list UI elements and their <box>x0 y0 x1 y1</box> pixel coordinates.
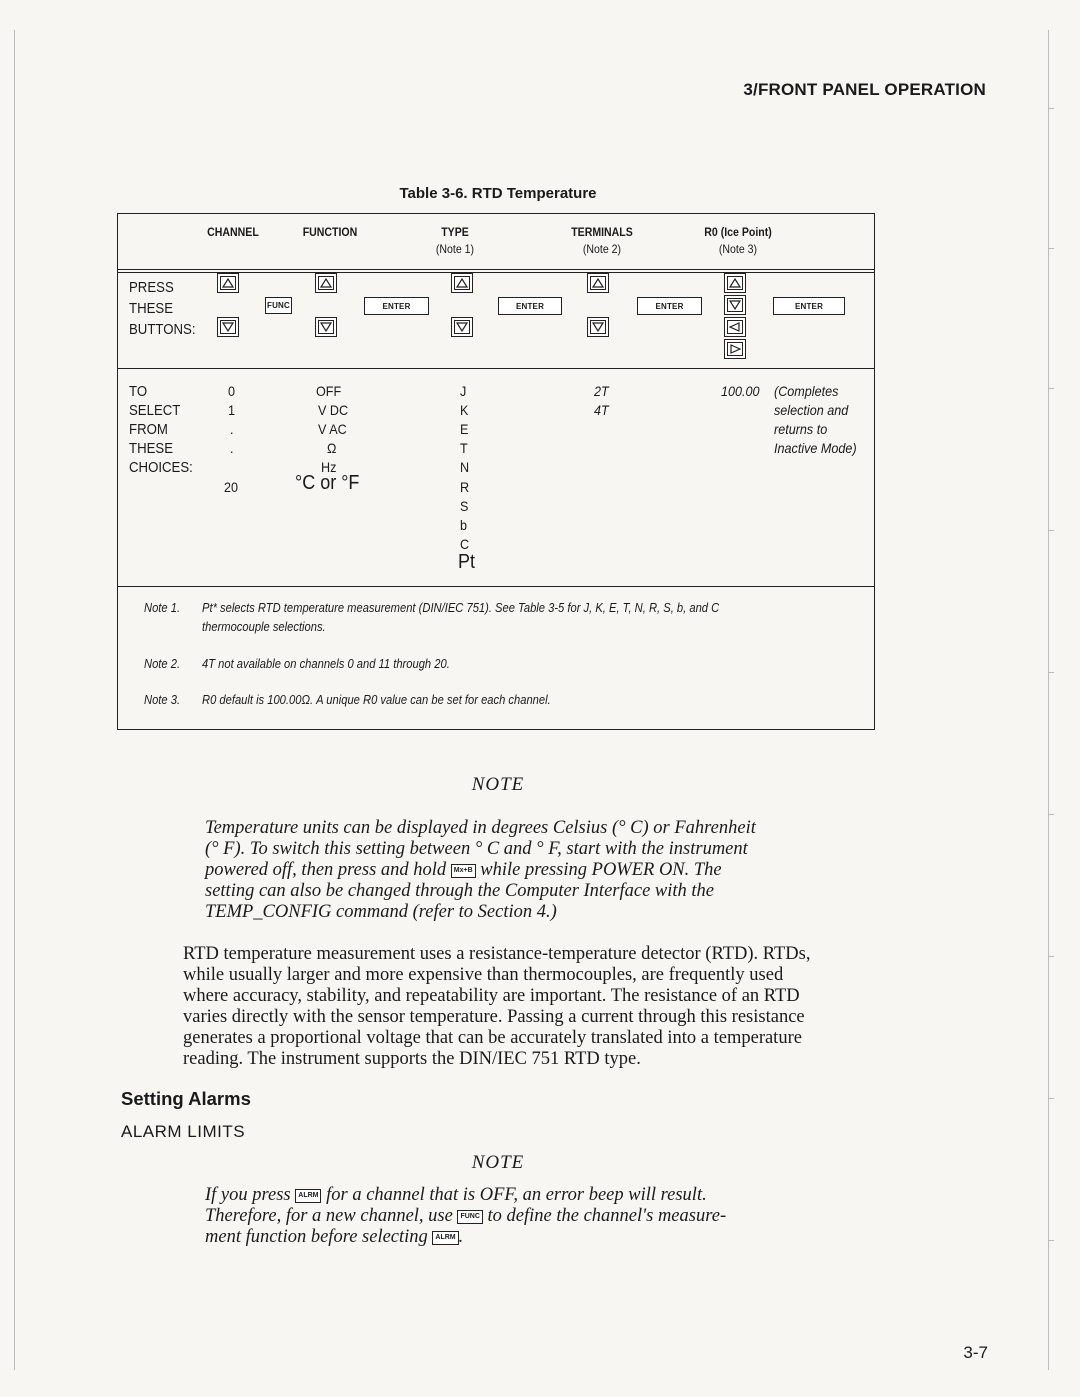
binding-tick <box>1048 672 1054 673</box>
note-line <box>205 1227 805 1248</box>
note-text: R0 default is 100.00Ω. A unique R0 value can be set for each channel. <box>202 692 551 707</box>
func-key[interactable]: FUNC <box>265 297 292 314</box>
body-line: RTD temperature measurement uses a resistance-temperature detector (RTD). RTDs, <box>183 944 811 964</box>
right-arrow-icon <box>729 344 741 354</box>
section-header: 3/FRONT PANEL OPERATION <box>743 80 986 99</box>
enter-key[interactable]: ENTER <box>637 297 702 315</box>
type-choice: E <box>460 421 469 437</box>
select-label: THESE <box>129 440 174 457</box>
col-r0-note: (Note 3) <box>718 242 758 256</box>
left-arrow-icon <box>729 322 741 332</box>
channel-choice: 1 <box>228 402 236 418</box>
note-label: Note 2. <box>144 656 181 671</box>
type-up-key[interactable] <box>451 273 473 293</box>
enter-key[interactable]: ENTER <box>364 297 429 315</box>
function-choice: Ω <box>327 440 337 456</box>
col-function: FUNCTION <box>302 225 358 239</box>
table-divider <box>118 269 874 270</box>
function-choice: V AC <box>318 421 347 437</box>
note-label: Note 3. <box>144 692 181 707</box>
function-choice: °C or °F <box>295 472 360 494</box>
right-binding-edge <box>1048 30 1049 1370</box>
type-choice: S <box>460 498 469 514</box>
binding-tick <box>1048 388 1054 389</box>
select-label: FROM <box>129 421 168 438</box>
press-label: THESE <box>129 300 174 317</box>
body-line: reading. The instrument supports the DIN/IEC 751 RTD type. <box>183 1049 641 1069</box>
note-text: for a channel that is OFF, an error beep will result. <box>326 1185 707 1205</box>
press-label: BUTTONS: <box>129 321 196 338</box>
r0-comment: (Completes <box>774 383 839 399</box>
note-text: thermocouple selections. <box>202 619 326 634</box>
up-arrow-icon <box>729 278 741 288</box>
binding-tick <box>1048 1098 1054 1099</box>
binding-tick <box>1048 248 1054 249</box>
note-text: to define the channel's measure- <box>487 1206 727 1226</box>
note-line-b: while pressing POWER ON. The <box>480 860 722 880</box>
note-text: ment function before selecting <box>205 1227 428 1247</box>
r0-value: 100.00 <box>721 383 760 399</box>
rtd-table <box>117 213 875 730</box>
function-choice: OFF <box>316 383 342 399</box>
table-title: Table 3-6. RTD Temperature <box>399 185 597 202</box>
body-line: while usually larger and more expensive than thermocouples, are frequently used <box>183 965 784 985</box>
r0-right-key[interactable] <box>724 339 746 359</box>
alarm-key[interactable]: ALRM <box>295 1189 321 1203</box>
up-arrow-icon <box>456 278 468 288</box>
body-line: where accuracy, stability, and repeatability are important. The resistance of an RTD <box>183 986 800 1006</box>
r0-down-key[interactable] <box>724 295 746 315</box>
note-paragraph <box>205 818 789 923</box>
col-terminals-note: (Note 2) <box>582 242 622 256</box>
note-line-a: powered off, then press and hold <box>205 860 447 880</box>
type-choice: K <box>460 402 469 418</box>
note-line <box>205 860 789 881</box>
terminals-up-key[interactable] <box>587 273 609 293</box>
binding-tick <box>1048 956 1054 957</box>
type-choice: R <box>460 479 470 495</box>
note-text: 4T not available on channels 0 and 11 through 20. <box>202 656 450 671</box>
down-arrow-icon <box>592 322 604 332</box>
function-choice: V DC <box>318 402 349 418</box>
col-type-note: (Note 1) <box>435 242 475 256</box>
type-choice: b <box>460 517 468 533</box>
r0-comment: selection and <box>774 402 849 418</box>
terminals-down-key[interactable] <box>587 317 609 337</box>
note-text: If you press <box>205 1185 291 1205</box>
function-choice: Hz <box>321 459 337 475</box>
r0-up-key[interactable] <box>724 273 746 293</box>
down-arrow-icon <box>320 322 332 332</box>
channel-choice: . <box>230 440 234 456</box>
up-arrow-icon <box>592 278 604 288</box>
enter-key[interactable]: ENTER <box>773 297 845 315</box>
terminal-choice: 2T <box>594 383 609 399</box>
channel-choice: . <box>230 421 234 437</box>
r0-comment: Inactive Mode) <box>774 440 857 456</box>
note-paragraph <box>205 1185 805 1248</box>
down-arrow-icon <box>222 322 234 332</box>
note-heading: NOTE <box>471 774 525 795</box>
rtd-description <box>183 944 875 1070</box>
section-heading: Setting Alarms <box>121 1088 251 1109</box>
table-divider <box>118 368 874 369</box>
up-arrow-icon <box>320 278 332 288</box>
left-scan-edge <box>14 30 15 1370</box>
type-choice: J <box>460 383 467 399</box>
select-label: TO <box>129 383 148 400</box>
page-number: 3-7 <box>963 1343 988 1362</box>
type-choice: Pt <box>458 551 476 573</box>
note-label: Note 1. <box>144 600 181 615</box>
type-down-key[interactable] <box>451 317 473 337</box>
channel-up-key[interactable] <box>217 273 239 293</box>
press-label: PRESS <box>129 279 174 296</box>
down-arrow-icon <box>729 300 741 310</box>
col-terminals: TERMINALS <box>571 225 633 239</box>
note-line: TEMP_CONFIG command (refer to Section 4.) <box>205 902 557 922</box>
subsection-heading: ALARM LIMITS <box>121 1122 246 1141</box>
body-line: generates a proportional voltage that can be accurately translated into a temperature <box>183 1028 802 1048</box>
binding-tick <box>1048 530 1054 531</box>
binding-tick <box>1048 108 1054 109</box>
type-choice: T <box>460 440 468 456</box>
note-line: Temperature units can be displayed in degrees Celsius (° C) or Fahrenheit <box>205 818 756 838</box>
col-type: TYPE <box>441 225 469 239</box>
enter-key[interactable]: ENTER <box>498 297 562 315</box>
r0-comment: returns to <box>774 421 828 437</box>
select-label: CHOICES: <box>129 459 193 476</box>
binding-tick <box>1048 1240 1054 1241</box>
note-text: . <box>458 1227 464 1247</box>
alarm-key[interactable]: ALRM <box>432 1231 458 1245</box>
note-line <box>205 1206 805 1227</box>
note-line: setting can also be changed through the Computer Interface with the <box>205 881 715 901</box>
col-channel: CHANNEL <box>207 225 259 239</box>
down-arrow-icon <box>456 322 468 332</box>
note-heading: NOTE <box>471 1152 525 1173</box>
func-key[interactable]: FUNC <box>457 1210 482 1224</box>
note-text: Therefore, for a new channel, use <box>205 1206 453 1226</box>
up-arrow-icon <box>222 278 234 288</box>
col-r0: R0 (Ice Point) <box>704 225 772 239</box>
binding-tick <box>1048 814 1054 815</box>
mx-b-key[interactable]: Mx+B <box>451 864 476 878</box>
type-choice: N <box>460 459 470 475</box>
note-text: Pt* selects RTD temperature measurement (DIN/IEC 751). See Table 3-5 for J, K, E, T, N, R, S, b, and C <box>202 600 720 615</box>
body-line: varies directly with the sensor temperature. Passing a current through this resistance <box>183 1007 805 1027</box>
function-up-key[interactable] <box>315 273 337 293</box>
note-line <box>205 1185 805 1206</box>
function-down-key[interactable] <box>315 317 337 337</box>
select-label: SELECT <box>129 402 181 419</box>
r0-left-key[interactable] <box>724 317 746 337</box>
note-line: (° F). To switch this setting between ° C and ° F, start with the instrument <box>205 839 748 859</box>
type-choice: C <box>460 536 470 552</box>
channel-choice: 0 <box>228 383 236 399</box>
channel-down-key[interactable] <box>217 317 239 337</box>
channel-choice: 20 <box>224 479 239 495</box>
table-divider <box>118 586 874 587</box>
terminal-choice: 4T <box>594 402 609 418</box>
